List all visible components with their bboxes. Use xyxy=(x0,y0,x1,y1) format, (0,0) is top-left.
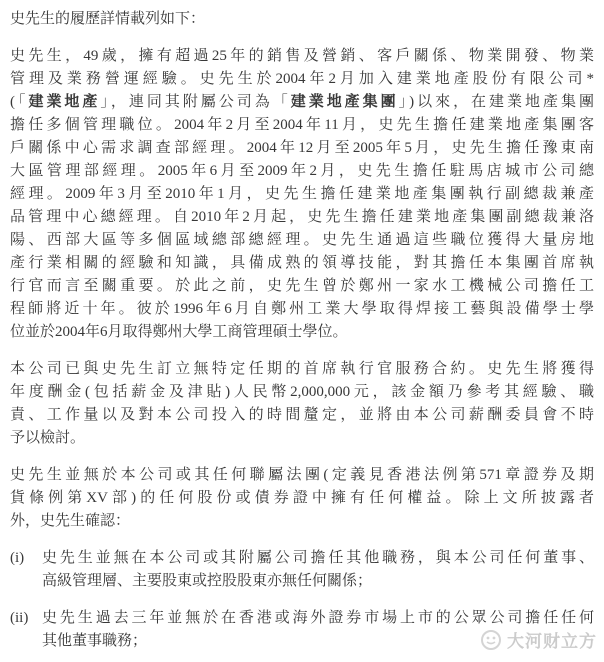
text-line: 高級管理層、主要股東或控股股東亦無任何關係； xyxy=(42,573,373,589)
text-line: 大區管理部經理。2005年6月至2009年2月，史先生擔任駐馬店城市公司總 xyxy=(10,163,594,179)
text-line: 予以檢討。 xyxy=(10,430,86,446)
text-line: 其他董事職務； xyxy=(42,633,148,649)
text-line: 貨條例第XV部)的任何股份或債券證中擁有任何權益。除上文所披露者 xyxy=(10,490,594,506)
text-line: 責、工作量以及對本公司投入的時間釐定，並將由本公司薪酬委員會不時 xyxy=(10,407,594,423)
text-segment: (「 xyxy=(10,94,29,110)
text-line: 史先生並無於本公司或其任何聯屬法團(定義見香港法例第571章證券及期 xyxy=(10,467,594,483)
list-marker: (ii) xyxy=(10,610,29,626)
company-name-bold: 建業地產 xyxy=(28,94,101,110)
text-line: 管理及業務營運經驗。史先生於2004年2月加入建業地產股份有限公司* xyxy=(10,71,594,87)
text-line: 史先生，49歲，擁有超過25年的銷售及營銷、客戶關係、物業開發、物業 xyxy=(10,48,594,64)
watermark-label: 大河财立方 xyxy=(507,632,597,651)
text-line: 經理。2009年3月至2010年1月，史先生擔任建業地產集團執行副總裁兼產 xyxy=(10,186,594,202)
watermark xyxy=(480,627,597,652)
paragraph-interests xyxy=(10,464,594,533)
group-name-bold: 建業地產集團 xyxy=(290,94,399,110)
text-line xyxy=(10,91,594,114)
text-line: 戶關係中心需求調查部經理。2004年12月至2005年5月，史先生擔任豫東南 xyxy=(10,140,594,156)
text-segment: 」，連同其附屬公司為「 xyxy=(100,94,291,110)
dahe-logo-icon xyxy=(480,629,502,651)
text-line: 位並於2004年6月取得鄭州大學工商管理碩士學位。 xyxy=(10,324,348,340)
list-item-text xyxy=(42,547,594,593)
text-line: 陽、西部大區等多個區域總部總經理。史先生通過這些職位獲得大量房地 xyxy=(10,232,594,248)
text-line: 程師將近十年。彼於1996年6月自鄭州工業大學取得焊接工藝與設備學士學 xyxy=(10,301,594,317)
text-line: 本公司已與史先生訂立無特定任期的首席執行官服務合約。史先生將獲得 xyxy=(10,361,594,377)
text-line: 年度酬金(包括薪金及津貼)人民幣2,000,000元，該金額乃參考其經驗、職 xyxy=(10,384,594,400)
text-segment: 」)以來，在建業地產集團 xyxy=(398,94,594,110)
text-line: 產行業相關的經驗和知識，具備成熟的領導技能，對其擔任本集團首席執 xyxy=(10,255,594,271)
list-marker: (i) xyxy=(10,550,25,566)
paragraph-contract xyxy=(10,358,594,450)
text-line: 外，史先生確認： xyxy=(10,513,131,529)
text-line: 行官而言至關重要。於此之前，史先生曾於鄭州一家水工機械公司擔任工 xyxy=(10,278,594,294)
paragraph-bio xyxy=(10,45,594,344)
text-line: 史先生過去三年並無於在香港或海外證券市場上市的公眾公司擔任任何 xyxy=(42,610,594,626)
text-line: 品管理中心總經理。自2010年2月起，史先生擔任建業地產集團副總裁兼洛 xyxy=(10,209,594,225)
text-line: 史先生並無在本公司或其附屬公司擔任其他職務，與本公司任何董事、 xyxy=(42,550,594,566)
text-line: 擔任多個管理職位。2004年2月至2004年11月，史先生擔任建業地產集團客 xyxy=(10,117,594,133)
confirmation-item-i xyxy=(10,547,594,593)
intro-line: 史先生的履歷詳情載列如下： xyxy=(10,11,206,27)
